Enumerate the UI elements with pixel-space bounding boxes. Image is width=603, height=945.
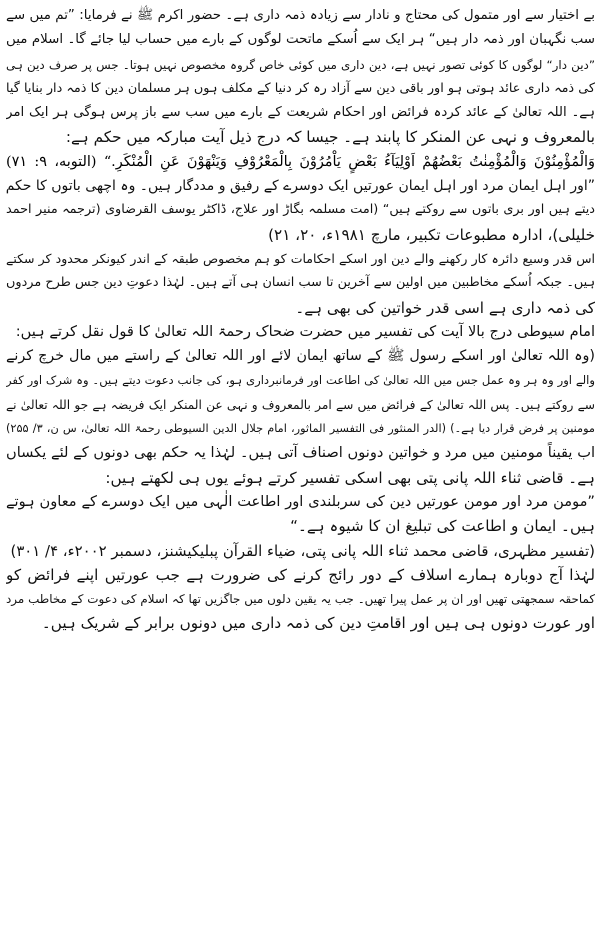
- citation-line: خلیلی)، ادارہ مطبوعات تکبیر، مارچ ۱۹۸۱ء، ۲۰، ۲۱): [268, 225, 595, 244]
- text-line: کی ذمہ داری ہے اسی قدر خواتین کی بھی ہے۔: [295, 298, 595, 317]
- text-line: ہیں۔ ایمان و اطاعت کی تبلیغ ان کا شیوہ ہے۔“: [290, 517, 595, 536]
- text-line: اب یقیناً مومنین میں مرد و خواتین دونوں اصناف آتی ہیں۔ لہٰذا یہ حکم بھی دونوں کے لئے یکساں: [6, 444, 595, 462]
- text-line: ”اور اہل ایمان مرد اور اہل ایمان عورتیں ایک دوسرے کے رفیق و مددگار ہیں۔ وہ اچھی باتوں کا حکم: [6, 178, 595, 195]
- text-line: اس قدر وسیع دائرہ کار رکھنے والے دین اور اسکے احکامات کو ہم مخصوص طبقہ کے اندر کیونکر محدود کر سکتے: [6, 250, 595, 266]
- text-line: والے اور وہ ہر وہ عمل جس میں اللہ تعالیٰ کی اطاعت اور فرمانبرداری ہو، کی جانب دعوت دیتے ہیں۔ وہ شرک اور کفر: [6, 373, 595, 388]
- text-line: لہٰذا آج دوبارہ ہمارے اسلاف کے دور رائج کرنے کی ضرورت ہے جب عورتیں اپنے فرائض کو: [6, 565, 595, 584]
- text-line: کماحقہ سمجھتی تھیں اور ان پر عمل پیرا تھیں۔ جب یہ یقین دلوں میں جاگزیں تھا کہ اسلام کی دعوت کے مخاطب مرد: [6, 592, 595, 607]
- text-line: دیتے ہیں اور بری باتوں سے روکتے ہیں“ (امت مسلمہ بگاڑ اور علاج، ڈاکٹر یوسف القرضاوی (ترجمہ منیر احمد: [6, 202, 595, 218]
- text-line: سے روکتے ہیں۔ پس اللہ تعالیٰ کے فرائض میں سے امر بالمعروف و نہی عن المنکر ایک فریضہ ہے جو اللہ تعالیٰ نے: [6, 397, 595, 412]
- text-line: ”مومن مرد اور مومن عورتیں دین کی سربلندی اور اطاعت الٰہی میں ایک دوسرے کے معاون ہوتے: [6, 492, 595, 510]
- text-line: اور عورت دونوں ہی ہیں اور اقامتِ دین کی ذمہ داری میں دونوں برابر کے شریک ہیں۔: [41, 614, 595, 633]
- text-line: (وہ اللہ تعالیٰ اور اسکے رسول ﷺ کے ساتھ ایمان لائے اور اللہ تعالیٰ کے راستے میں مال خرچ کرنے: [6, 348, 595, 365]
- quran-verse: وَالْمُؤْمِنُوْنَ وَالْمُؤْمِنٰتُ بَعْضُهُمْ اَوْلِيَآءُ بَعْضٍ يَاْمُرُوْنَ بِالْمَعْرُوْفِ وَيَنْهَوْنَ عَنِ الْمُنْكَرِ.“ (التوبه، ۹: ۷۱): [6, 153, 595, 170]
- text-line: ہے۔ اللہ تعالیٰ کے عائد کردہ فرائض اور احکام شریعت کے بارے میں سب سے باز پرس ہوگی ہر ایک امر: [6, 105, 595, 121]
- citation-line: مومنین پر فرض قرار دیا ہے۔) (الدر المنثور فی التفسیر الماثور، امام جلال الدین السیوطی رحمۃ اللہ تعالیٰ، س ن، ۳/ ۲۵۵): [6, 422, 595, 436]
- text-line: سب نگہبان اور ذمہ دار ہیں“ ہر ایک سے اُسکے ماتحت لوگوں کے بارے میں حساب لیا جائے گا۔ اسلام میں: [6, 32, 595, 48]
- text-line: کی ذمہ داری عائد ہوتی ہو اور باقی دین سے آزاد رہ کر دنیا کے مکلف ہوں ہر مسلمان دین کا ذمہ دار بنایا گیا: [6, 80, 595, 96]
- text-line: ہیں۔ جبکہ اُسکے مخاطبین میں اولین سے آخرین تا سب انسان ہی آتے ہیں۔ لہٰذا دعوتِ دین جس طرح مردوں: [6, 275, 595, 291]
- text-line: بے اختیار سے اور متمول کی محتاج و نادار سے زیادہ ذمہ داری ہے۔ حضور اکرم ﷺ نے فرمایا: ”تم میں سے: [6, 8, 595, 23]
- text-line: ہے۔ قاضی ثناء اللہ پانی پتی بھی اسکی تفسیر کرتے ہوئے یوں ہی لکھتے ہیں:: [105, 468, 595, 487]
- text-line: امام سیوطی درج بالا آیت کی تفسیر میں حضرت ضحاک رحمۃ اللہ تعالیٰ کا قول نقل کرتے ہیں:: [15, 322, 595, 340]
- text-line: ”دین دار“ لوگوں کا کوئی تصور نہیں ہے، دین داری میں کوئی خاص گروہ مخصوص نہیں ہوتا۔ جس پر صرف دین ہی: [6, 57, 595, 72]
- text-line: بالمعروف و نہی عن المنکر کا پابند ہے۔ جیسا کہ درج ذیل آیت مبارکہ میں حکم ہے:: [65, 128, 595, 147]
- citation-line: (تفسیر مظہری، قاضی محمد ثناء اللہ پانی پتی، ضیاء القرآن پبلیکیشنز، دسمبر ۲۰۰۲ء، ۴/ ۳۰۱): [10, 541, 595, 560]
